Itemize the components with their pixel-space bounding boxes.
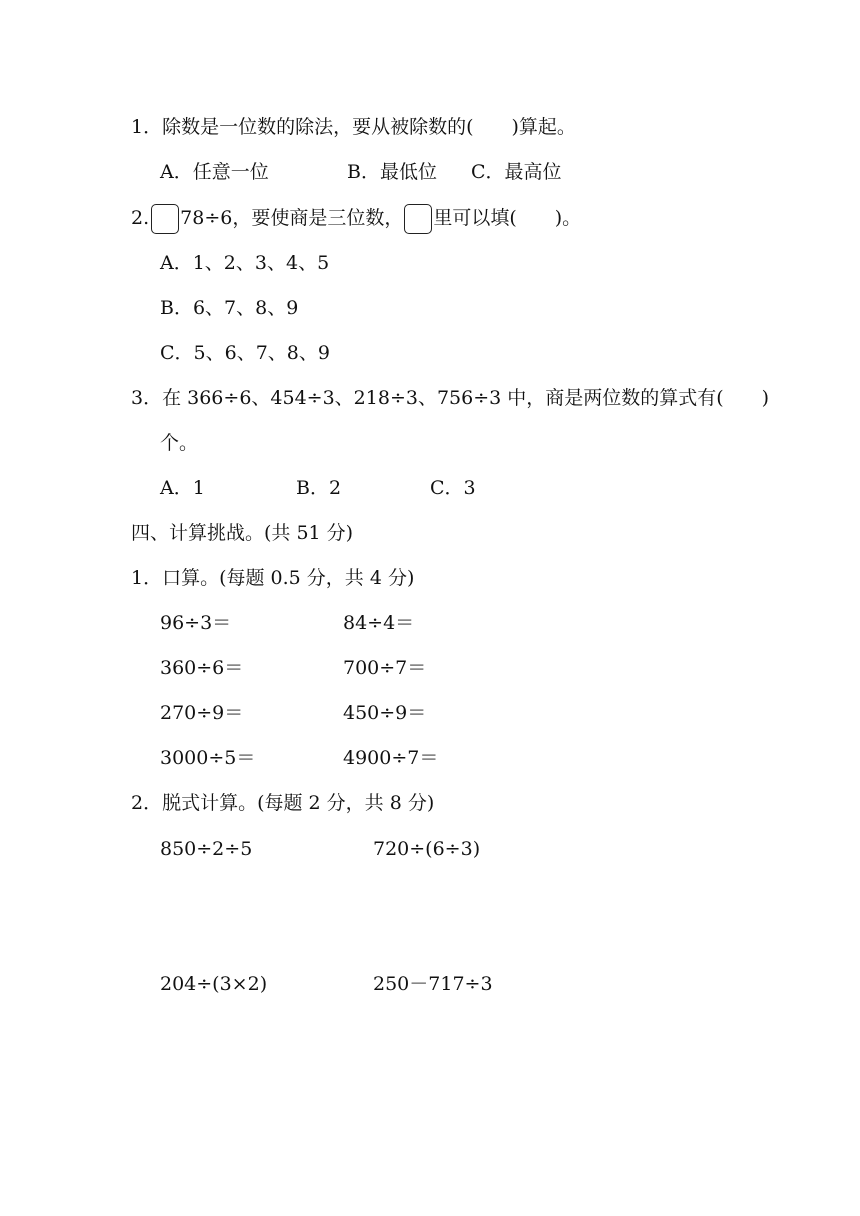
step-problem: 850÷2÷5	[160, 838, 253, 860]
section4-title: 四、计算挑战。(共 51 分)	[131, 522, 354, 544]
oral-problem: 450÷9＝	[343, 702, 427, 724]
q2-blank-box-2	[404, 204, 432, 234]
oral-problem: 3000÷5＝	[160, 747, 256, 769]
q3-option-b: B．2	[296, 477, 342, 499]
step-calc-title: 2．脱式计算。(每题 2 分，共 8 分)	[131, 792, 435, 814]
q2-text-b: 里可以填( )。	[433, 207, 582, 229]
q2-stem	[131, 204, 581, 234]
oral-problem: 270÷9＝	[160, 702, 244, 724]
q1-option-a: A．任意一位	[160, 161, 269, 183]
q2-number: 2.	[131, 207, 150, 229]
step-problem: 720÷(6÷3)	[373, 838, 481, 860]
oral-problem: 96÷3＝	[160, 612, 232, 634]
q2-option-c: C．5、6、7、8、9	[160, 342, 330, 364]
oral-problem: 4900÷7＝	[343, 747, 439, 769]
step-problem: 250－717÷3	[373, 973, 493, 995]
q3-stem-line2: 个。	[160, 432, 199, 454]
q3-option-c: C．3	[430, 477, 476, 499]
oral-problem: 84÷4＝	[343, 612, 415, 634]
oral-problem: 700÷7＝	[343, 657, 427, 679]
q1-stem: 1．除数是一位数的除法，要从被除数的( )算起。	[131, 116, 576, 138]
q2-option-a: A．1、2、3、4、5	[160, 252, 330, 274]
q1-option-c: C．最高位	[471, 161, 562, 183]
oral-problem: 360÷6＝	[160, 657, 244, 679]
step-problem: 204÷(3×2)	[160, 973, 268, 995]
q3-stem-line1: 3．在 366÷6、454÷3、218÷3、756÷3 中，商是两位数的算式有( )	[131, 387, 770, 409]
q2-blank-box	[151, 204, 179, 234]
q2-text-a: 78÷6，要使商是三位数，	[180, 207, 404, 229]
q2-option-b: B．6、7、8、9	[160, 297, 299, 319]
oral-calc-title: 1．口算。(每题 0.5 分，共 4 分)	[131, 567, 415, 589]
q1-option-b: B．最低位	[347, 161, 437, 183]
q3-option-a: A．1	[160, 477, 205, 499]
